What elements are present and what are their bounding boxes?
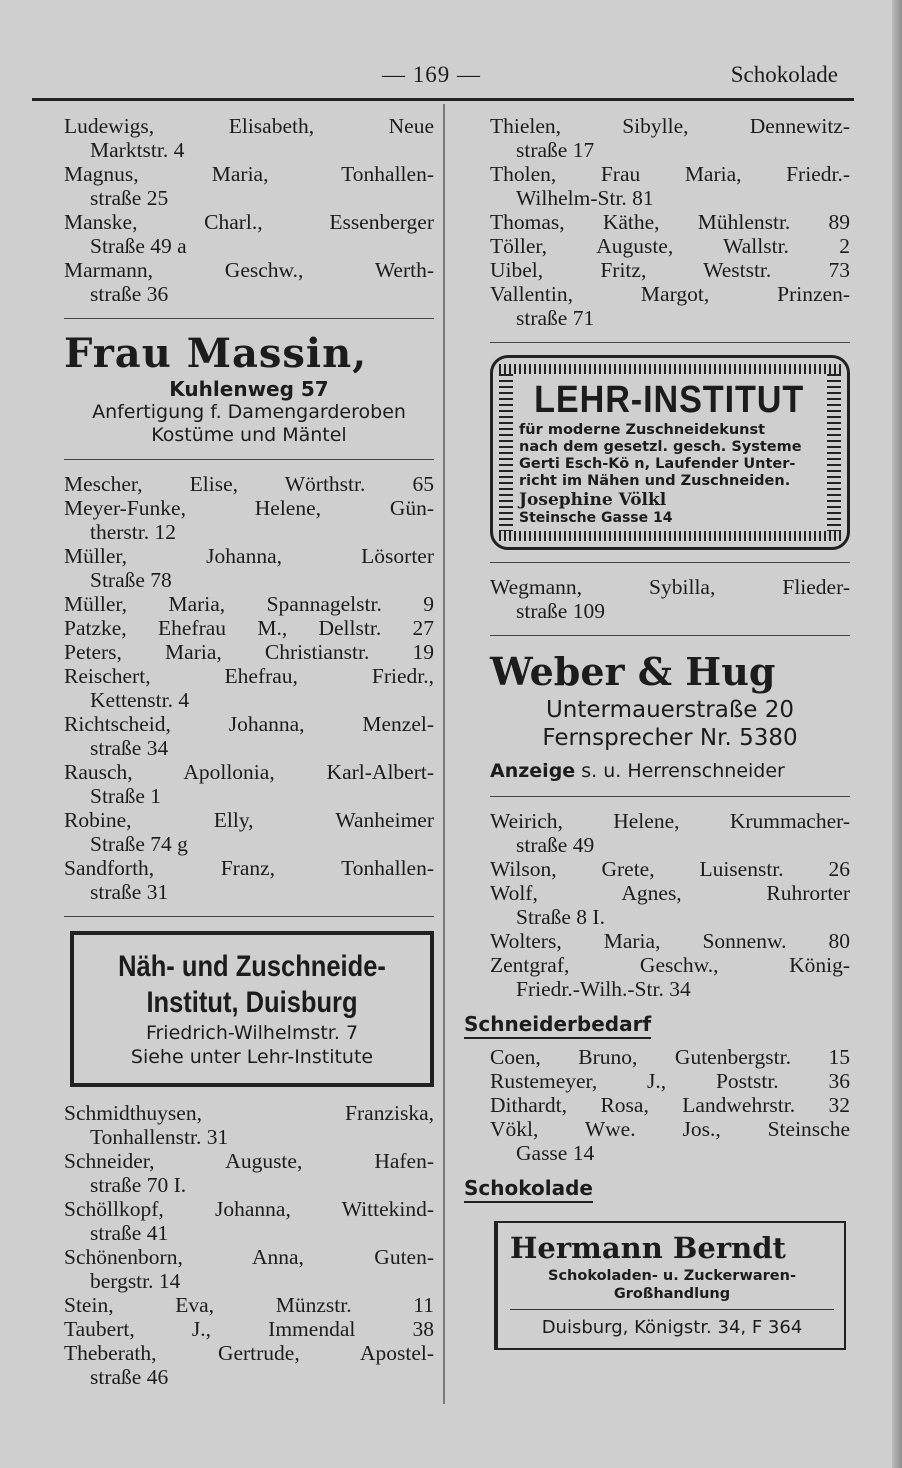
- entry-line-1: Vallentin, Margot, Prinzen-: [490, 282, 850, 306]
- directory-entry: [64, 114, 434, 162]
- entry-line-2: Straße 49 a: [90, 234, 187, 258]
- entry-line-1: Richtscheid, Johanna, Menzel-: [64, 712, 434, 736]
- ad-weber-reference: [490, 758, 850, 784]
- directory-entry: [490, 953, 850, 1001]
- entry-line-1: Marmann, Geschw., Werth-: [64, 258, 434, 282]
- directory-entry: [64, 640, 434, 664]
- entry-line-2: straße 46: [90, 1365, 169, 1389]
- entry-line-2: straße 25: [90, 186, 169, 210]
- entry-line-1: Tholen, Frau Maria, Friedr.-: [490, 162, 850, 186]
- directory-entry: [64, 592, 434, 616]
- entry-line-1: Schneider, Auguste, Hafen-: [64, 1149, 434, 1173]
- directory-entry: [490, 929, 850, 953]
- ad-lehr-line-3: Gerti Esch-Kö n, Laufender Unter-: [519, 456, 796, 472]
- entry-list: [64, 114, 434, 306]
- ad-lehr-line-1: für moderne Zuschneidekunst: [519, 422, 766, 438]
- ad-massin-address: Kuhlenweg 57: [169, 377, 329, 401]
- entry-line-2: straße 70 I.: [90, 1173, 187, 1197]
- directory-entry: [490, 1117, 850, 1165]
- right-column: [464, 114, 850, 1350]
- entry-line-2: bergstr. 14: [90, 1269, 181, 1293]
- directory-entry: [64, 616, 434, 640]
- ad-massin-desc-2: Kostüme und Mäntel: [151, 424, 347, 446]
- separator-rule: [490, 796, 850, 797]
- directory-entry: [490, 575, 850, 623]
- directory-entry: [64, 712, 434, 760]
- entry-line-2: straße 109: [516, 599, 605, 623]
- ad-lehr-name: Josephine Völkl: [519, 490, 667, 510]
- entry-list: [490, 1045, 850, 1165]
- ad-naeh-line-4: Siehe unter Lehr-Institute: [130, 1046, 374, 1068]
- page-binding-shadow: [892, 0, 902, 1468]
- entry-list: [490, 809, 850, 1001]
- entry-list: [64, 1101, 434, 1389]
- running-head: Schokolade: [730, 62, 838, 87]
- separator-rule: [490, 562, 850, 563]
- entry-line-2: Kettenstr. 4: [90, 688, 190, 712]
- left-column: [64, 114, 434, 1389]
- directory-entry: [64, 544, 434, 592]
- separator-rule: [490, 635, 850, 636]
- entry-line-1: Reischert, Ehefrau, Friedr.,: [64, 664, 434, 688]
- entry-line-2: therstr. 12: [90, 520, 176, 544]
- directory-entry: [490, 857, 850, 881]
- ad-weber-phone: Fernsprecher Nr. 5380: [542, 725, 798, 751]
- directory-entry: [64, 1245, 434, 1293]
- ad-berndt-rule: [510, 1309, 834, 1310]
- ad-weber-hug: [490, 648, 850, 784]
- directory-entry: [64, 1197, 434, 1245]
- directory-entry: [64, 664, 434, 712]
- entry-line-1: Meyer-Funke, Helene, Gün-: [64, 496, 434, 520]
- entry-line-2: straße 41: [90, 1221, 169, 1245]
- section-heading-schokolade: Schokolade: [464, 1175, 593, 1203]
- section-heading-schneiderbedarf: Schneiderbedarf: [464, 1011, 651, 1039]
- entry-line-2: straße 71: [516, 306, 595, 330]
- directory-entry: [64, 760, 434, 808]
- directory-entry: [64, 1317, 434, 1341]
- separator-rule: [64, 459, 434, 460]
- entry-line-1: Thielen, Sibylle, Dennewitz-: [490, 114, 850, 138]
- entry-line-1: Mescher, Elise, Wörthstr. 65: [64, 472, 434, 496]
- directory-entry: [64, 1341, 434, 1389]
- entry-line-2: Wilhelm-Str. 81: [516, 186, 654, 210]
- separator-rule: [64, 916, 434, 917]
- entry-line-1: Schöllkopf, Johanna, Wittekind-: [64, 1197, 434, 1221]
- entry-line-1: Rausch, Apollonia, Karl-Albert-: [64, 760, 434, 784]
- directory-entry: [490, 210, 850, 234]
- entry-line-1: Thomas, Käthe, Mühlenstr. 89: [490, 210, 850, 234]
- separator-rule: [490, 342, 850, 343]
- entry-line-1: Wolters, Maria, Sonnenw. 80: [490, 929, 850, 953]
- ad-naeh-institut: [70, 931, 434, 1087]
- directory-entry: [64, 1149, 434, 1197]
- ad-weber-name: Weber & Hug: [490, 649, 776, 694]
- entry-line-2: Straße 8 I.: [516, 905, 605, 929]
- entry-line-1: Coen, Bruno, Gutenbergstr. 15: [490, 1045, 850, 1069]
- entry-list: [490, 575, 850, 623]
- entry-line-2: Gasse 14: [516, 1141, 595, 1165]
- entry-line-1: Schönenborn, Anna, Guten-: [64, 1245, 434, 1269]
- directory-entry: [490, 234, 850, 258]
- directory-entry: [64, 258, 434, 306]
- directory-entry: [64, 162, 434, 210]
- directory-entry: [64, 472, 434, 496]
- entry-list: [64, 472, 434, 904]
- entry-line-1: Stein, Eva, Münzstr. 11: [64, 1293, 434, 1317]
- ad-naeh-line-2: Institut, Duisburg: [146, 986, 358, 1019]
- directory-entry: [490, 809, 850, 857]
- ad-weber-ref-bold: Anzeige: [490, 760, 576, 782]
- header-rule: [32, 98, 854, 101]
- entry-line-1: Magnus, Maria, Tonhallen-: [64, 162, 434, 186]
- entry-line-2: straße 49: [516, 833, 595, 857]
- entry-line-1: Ludewigs, Elisabeth, Neue: [64, 114, 434, 138]
- directory-entry: [490, 1093, 850, 1117]
- page-header: [0, 58, 902, 98]
- entry-line-2: Friedr.-Wilh.-Str. 34: [516, 977, 691, 1001]
- ad-massin-desc-1: Anfertigung f. Damengarderoben: [92, 401, 406, 423]
- directory-entry: [64, 496, 434, 544]
- ad-naeh-line-3: Friedrich-Wilhelmstr. 7: [145, 1022, 359, 1044]
- ad-lehr-institut: [490, 355, 850, 550]
- entry-line-2: Tonhallenstr. 31: [90, 1125, 229, 1149]
- directory-entry: [64, 1293, 434, 1317]
- ad-frau-massin: [64, 331, 434, 447]
- entry-line-1: Sandforth, Franz, Tonhallen-: [64, 856, 434, 880]
- entry-line-1: Dithardt, Rosa, Landwehrstr. 32: [490, 1093, 850, 1117]
- entry-line-1: Theberath, Gertrude, Apostel-: [64, 1341, 434, 1365]
- directory-entry: [490, 258, 850, 282]
- directory-entry: [64, 210, 434, 258]
- entry-line-1: Müller, Maria, Spannagelstr. 9: [64, 592, 434, 616]
- ornament-bars: [499, 531, 841, 541]
- ad-lehr-line-2: nach dem gesetzl. gesch. Systeme: [519, 439, 802, 455]
- entry-line-2: Marktstr. 4: [90, 138, 185, 162]
- ad-berndt-name: Hermann Berndt: [510, 1231, 786, 1265]
- ornament-side: [499, 374, 513, 531]
- ad-lehr-line-4: richt im Nähen und Zuschneiden.: [519, 473, 791, 489]
- entry-line-1: Manske, Charl., Essenberger: [64, 210, 434, 234]
- directory-entry: [490, 114, 850, 162]
- entry-line-2: straße 36: [90, 282, 169, 306]
- ornament-bars: [499, 364, 841, 374]
- entry-line-1: Weirich, Helene, Krummacher-: [490, 809, 850, 833]
- entry-line-2: Straße 74 g: [90, 832, 188, 856]
- ad-weber-address: Untermauerstraße 20: [545, 697, 795, 723]
- entry-line-2: straße 31: [90, 880, 169, 904]
- column-rule: [443, 104, 445, 1404]
- directory-entry: [490, 162, 850, 210]
- directory-entry: [64, 808, 434, 856]
- entry-line-1: Schmidthuysen, Franziska,: [64, 1101, 434, 1125]
- ornament-side: [827, 374, 841, 531]
- entry-line-1: Taubert, J., Immendal 38: [64, 1317, 434, 1341]
- entry-line-2: Straße 1: [90, 784, 162, 808]
- directory-entry: [490, 1069, 850, 1093]
- entry-line-1: Zentgraf, Geschw., König-: [490, 953, 850, 977]
- entry-list: [490, 114, 850, 330]
- ad-hermann-berndt: [494, 1221, 846, 1350]
- ad-berndt-sub-2: Großhandlung: [613, 1286, 731, 1302]
- ad-lehr-street: Steinsche Gasse 14: [519, 510, 673, 526]
- entry-line-1: Rustemeyer, J., Poststr. 36: [490, 1069, 850, 1093]
- ad-weber-ref-rest: s. u. Herrenschneider: [581, 760, 785, 782]
- entry-line-1: Peters, Maria, Christianstr. 19: [64, 640, 434, 664]
- directory-entry: [490, 1045, 850, 1069]
- directory-entry: [490, 881, 850, 929]
- entry-line-1: Uibel, Fritz, Weststr. 73: [490, 258, 850, 282]
- entry-line-2: Straße 78: [90, 568, 172, 592]
- entry-line-1: Robine, Elly, Wanheimer: [64, 808, 434, 832]
- directory-entry: [490, 282, 850, 330]
- entry-line-1: Patzke, Ehefrau M., Dellstr. 27: [64, 616, 434, 640]
- ad-massin-name: Frau Massin,: [64, 330, 368, 377]
- directory-entry: [64, 856, 434, 904]
- entry-line-1: Müller, Johanna, Lösorter: [64, 544, 434, 568]
- directory-entry: [64, 1101, 434, 1149]
- entry-line-1: Wilson, Grete, Luisenstr. 26: [490, 857, 850, 881]
- ad-lehr-title: LEHR-INSTITUT: [534, 379, 805, 421]
- entry-line-1: Vökl, Wwe. Jos., Steinsche: [490, 1117, 850, 1141]
- separator-rule: [64, 318, 434, 319]
- ad-berndt-sub-1: Schokoladen- u. Zuckerwaren-: [548, 1268, 796, 1284]
- ad-naeh-line-1: Näh- und Zuschneide-: [118, 950, 386, 983]
- entry-line-1: Wegmann, Sybilla, Flieder-: [490, 575, 850, 599]
- entry-line-2: straße 17: [516, 138, 595, 162]
- page-number: — 169 —: [382, 62, 481, 87]
- entry-line-1: Töller, Auguste, Wallstr. 2: [490, 234, 850, 258]
- entry-line-2: straße 34: [90, 736, 169, 760]
- ad-berndt-address: Duisburg, Königstr. 34, F 364: [541, 1317, 803, 1338]
- entry-line-1: Wolf, Agnes, Ruhrorter: [490, 881, 850, 905]
